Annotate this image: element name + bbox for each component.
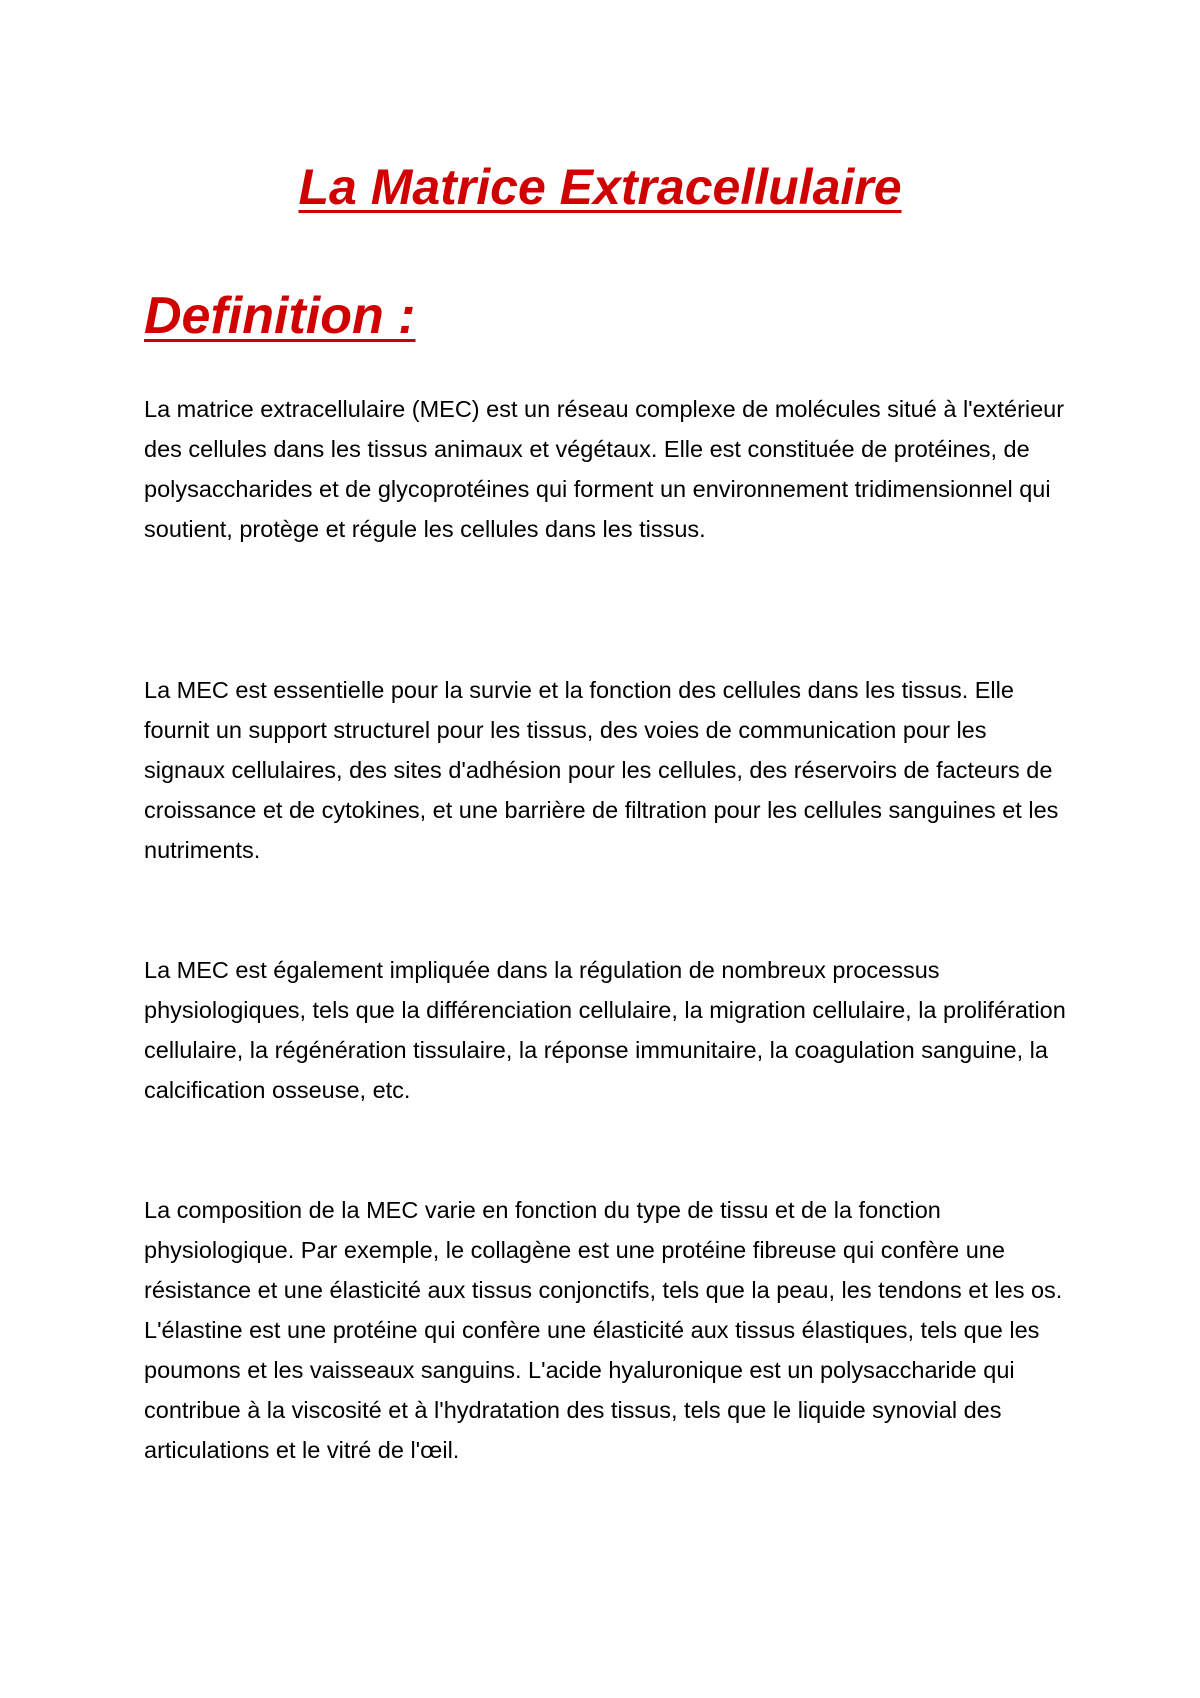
section-heading-definition: Definition : <box>144 287 416 345</box>
paragraph-regulation: La MEC est également impliquée dans la régulation de nombreux processus physiologiques, tels que la différenciation cellulaire, la migration cellulaire, la prolifération cellulaire, la régénération tissulaire, la réponse immunitaire, la coagulation sanguine, la calcification osseuse, etc. <box>144 957 1066 1103</box>
paragraph-definition: La matrice extracellulaire (MEC) est un réseau complexe de molécules situé à l'extérieur des cellules dans les tissus animaux et végétaux. Elle est constituée de protéines, de polysaccharides et de glycoprotéines qui forment un environnement tridimensionnel qui soutient, protège et régule les cellules dans les tissus. <box>144 396 1065 542</box>
paragraph-functions: La MEC est essentielle pour la survie et la fonction des cellules dans les tissus. Elle fournit un support structurel pour les tissus, des voies de communication pour les signaux cellulaires, des sites d'adhésion pour les cellules, des réservoirs de facteurs de croissance et de cytokines, et une barrière de filtration pour les cellules sanguines et les nutriments. <box>144 677 1059 863</box>
document-title: La Matrice Extracellulaire <box>298 159 902 215</box>
paragraph-composition: La composition de la MEC varie en fonction du type de tissu et de la fonction physiologique. Par exemple, le collagène est une protéine fibreuse qui confère une résistance et une élasticité aux tissus conjonctifs, tels que la peau, les tendons et les os. L'élastine est une protéine qui confère une élasticité aux tissus élastiques, tels que les poumons et les vaisseaux sanguins. L'acide hyaluronique est un polysaccharide qui contribue à la viscosité et à l'hydratation des tissus, tels que le liquide synovial des articulations et le vitré de l'œil. <box>144 1197 1063 1463</box>
